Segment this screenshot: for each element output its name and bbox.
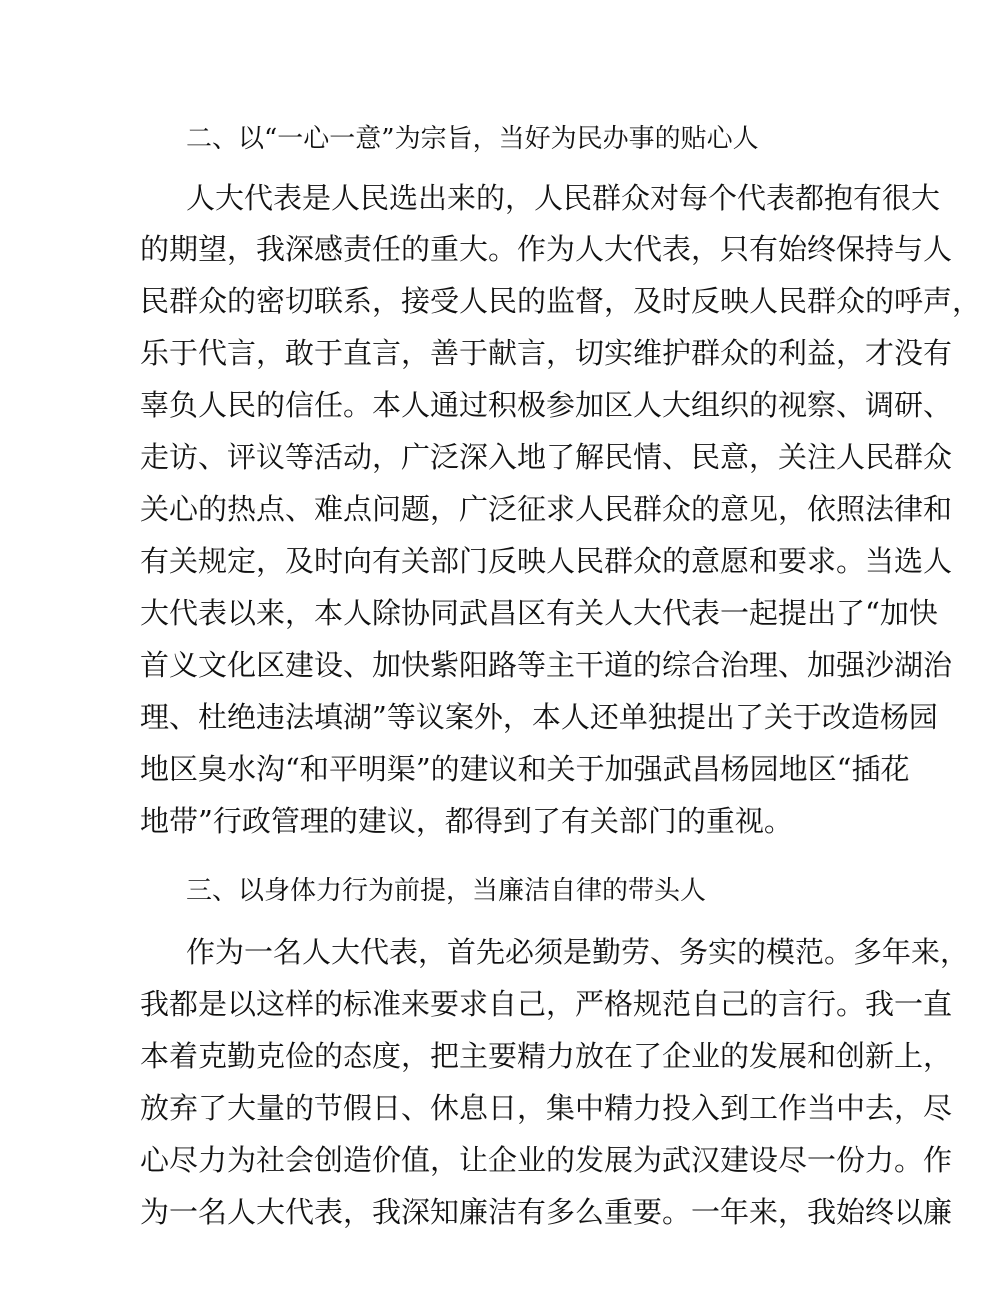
paragraph-line: 关心的热点、难点问题，广泛征求人民群众的意见，依照法律和 (140, 492, 953, 526)
paragraph-line: 作为一名人大代表，首先必须是勤劳、务实的模范。多年来， (186, 935, 970, 969)
section-heading-2: 二、以“一心一意”为宗旨，当好为民办事的贴心人 (186, 124, 759, 154)
paragraph-line: 有关规定，及时向有关部门反映人民群众的意愿和要求。当选人 (140, 544, 953, 578)
paragraph-line: 地带”行政管理的建议，都得到了有关部门的重视。 (140, 804, 793, 838)
paragraph-line: 为一名人大代表，我深知廉洁有多么重要。一年来，我始终以廉 (140, 1195, 953, 1229)
paragraph-line: 本着克勤克俭的态度，把主要精力放在了企业的发展和创新上， (140, 1039, 953, 1073)
paragraph-line: 放弃了大量的节假日、休息日，集中精力投入到工作当中去，尽 (140, 1091, 953, 1125)
paragraph-line: 辜负人民的信任。本人通过积极参加区人大组织的视察、调研、 (140, 388, 953, 422)
paragraph-line: 心尽力为社会创造价值，让企业的发展为武汉建设尽一份力。作 (140, 1143, 953, 1177)
paragraph-line: 大代表以来，本人除协同武昌区有关人大代表一起提出了“加快 (140, 596, 938, 630)
paragraph-line: 民群众的密切联系，接受人民的监督，及时反映人民群众的呼声， (140, 284, 981, 318)
paragraph-line: 首义文化区建设、加快紫阳路等主干道的综合治理、加强沙湖治 (140, 648, 953, 682)
paragraph-line: 人大代表是人民选出来的，人民群众对每个代表都抱有很大 (186, 181, 941, 215)
paragraph-line: 理、杜绝违法填湖”等议案外，本人还单独提出了关于改造杨园 (140, 700, 938, 734)
paragraph-line: 乐于代言，敢于直言，善于献言，切实维护群众的利益，才没有 (140, 336, 953, 370)
paragraph-line: 地区臭水沟“和平明渠”的建议和关于加强武昌杨园地区“插花 (140, 752, 910, 786)
paragraph-line: 走访、评议等活动，广泛深入地了解民情、民意，关注人民群众 (140, 440, 953, 474)
section-heading-3: 三、以身体力行为前提，当廉洁自律的带头人 (186, 876, 707, 906)
paragraph-line: 我都是以这样的标准来要求自己，严格规范自己的言行。我一直 (140, 987, 953, 1021)
paragraph-line: 的期望，我深感责任的重大。作为人大代表，只有始终保持与人 (140, 232, 953, 266)
